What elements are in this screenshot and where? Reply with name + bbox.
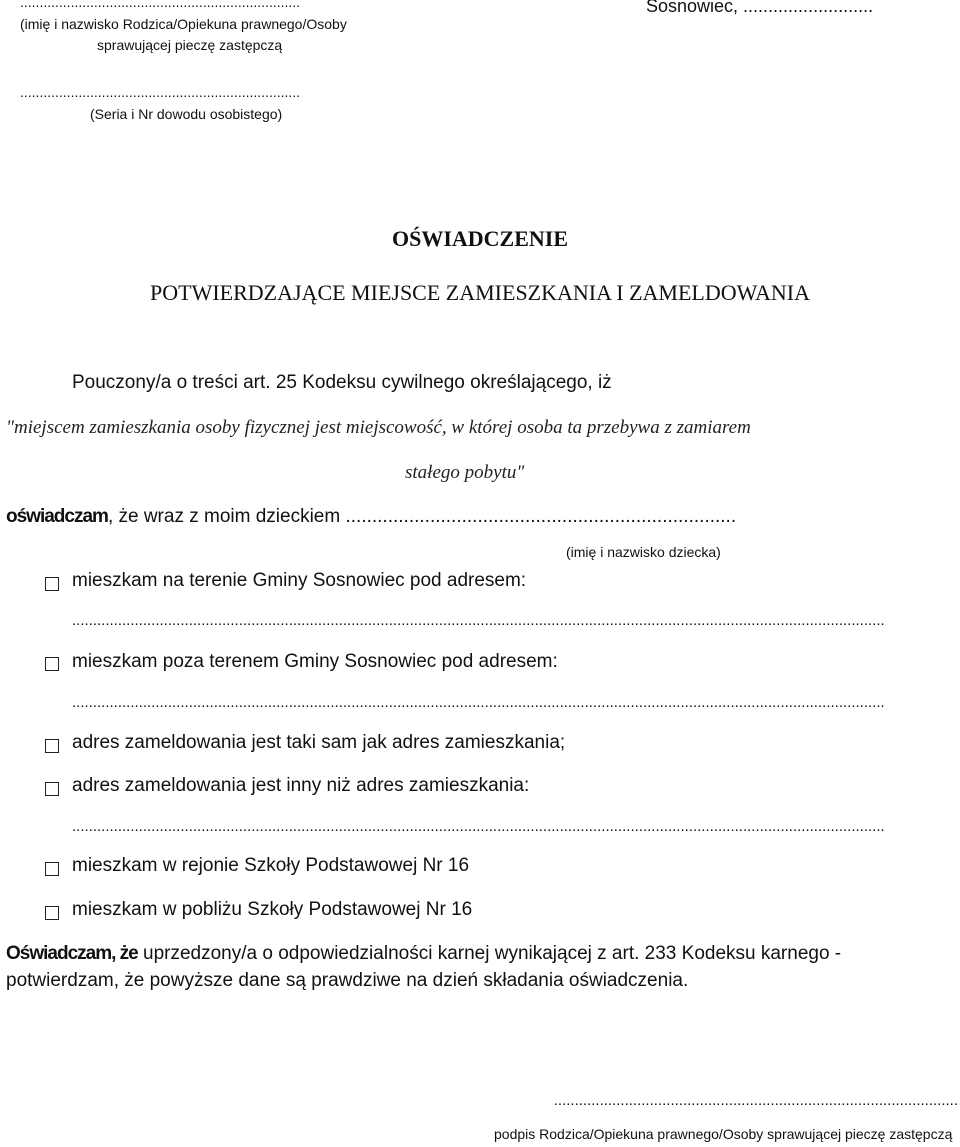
declaration-bold: oświadczam xyxy=(6,506,108,527)
quote-line-1: "miejscem zamieszkania osoby fizycznej jest miejscowość, w której osoba ta przebywa z zamiarem xyxy=(6,417,751,438)
document-title: OŚWIADCZENIE xyxy=(391,226,569,251)
option-1-label: mieszkam na terenie Gminy Sosnowiec pod adresem: xyxy=(72,570,527,591)
option-5-label: mieszkam w rejonie Szkoły Podstawowej Nr 16 xyxy=(72,855,470,876)
closing-line-1 xyxy=(6,943,841,965)
checkbox-option-6[interactable] xyxy=(45,906,59,920)
document-subtitle: POTWIERDZAJĄCE MIEJSCE ZAMIESZKANIA I ZAMELDOWANIA xyxy=(150,280,810,305)
parent-name-label: (imię i nazwisko Rodzica/Opiekuna prawnego/Osoby xyxy=(20,16,347,32)
child-name-label: (imię i nazwisko dziecka) xyxy=(566,544,721,560)
declaration-rest[interactable]: , że wraz z moim dzieckiem .......................................................................... xyxy=(107,506,737,527)
parent-name-dots[interactable]: ........................................................................ xyxy=(20,0,301,10)
closing-line-2: potwierdzam, że powyższe dane są prawdziwe na dzień składania oświadczenia. xyxy=(6,970,689,991)
quote-line-2: stałego pobytu" xyxy=(405,462,525,483)
intro-text: Pouczony/a o treści art. 25 Kodeksu cywilnego określającego, iż xyxy=(72,372,612,393)
signature-label: podpis Rodzica/Opiekuna prawnego/Osoby sprawującej pieczę zastępczą xyxy=(494,1126,953,1142)
option-4-label: adres zameldowania jest inny niż adres zamieszkania: xyxy=(72,775,530,796)
checkbox-option-3[interactable] xyxy=(45,739,59,753)
parent-name-label-2: sprawującej pieczę zastępczą xyxy=(97,37,283,53)
address-dots-3[interactable]: ................................................................................................................................................................................................... xyxy=(72,818,885,835)
closing-bold: Oświadczam, że xyxy=(6,943,138,964)
signature-dots[interactable]: ................................................................................................. xyxy=(553,1092,958,1109)
option-6-label: mieszkam w pobliżu Szkoły Podstawowej Nr 16 xyxy=(72,899,473,920)
declaration-line xyxy=(6,506,736,528)
checkbox-option-2[interactable] xyxy=(45,657,59,671)
id-number-dots[interactable]: ........................................................................ xyxy=(20,84,301,100)
address-dots-1[interactable]: ................................................................................................................................................................................................... xyxy=(72,612,885,629)
checkbox-option-5[interactable] xyxy=(45,862,59,876)
closing-rest: uprzedzony/a o odpowiedzialności karnej wynikającej z art. 233 Kodeksu karnego - xyxy=(137,943,842,964)
id-number-label: (Seria i Nr dowodu osobistego) xyxy=(90,106,283,122)
place-date[interactable]: Sosnowiec, .......................... xyxy=(646,0,874,16)
option-3-label: adres zameldowania jest taki sam jak adres zamieszkania; xyxy=(72,732,566,753)
option-2-label: mieszkam poza terenem Gminy Sosnowiec pod adresem: xyxy=(72,651,558,672)
checkbox-option-1[interactable] xyxy=(45,577,59,591)
checkbox-option-4[interactable] xyxy=(45,782,59,796)
address-dots-2[interactable]: ................................................................................................................................................................................................... xyxy=(72,694,885,711)
